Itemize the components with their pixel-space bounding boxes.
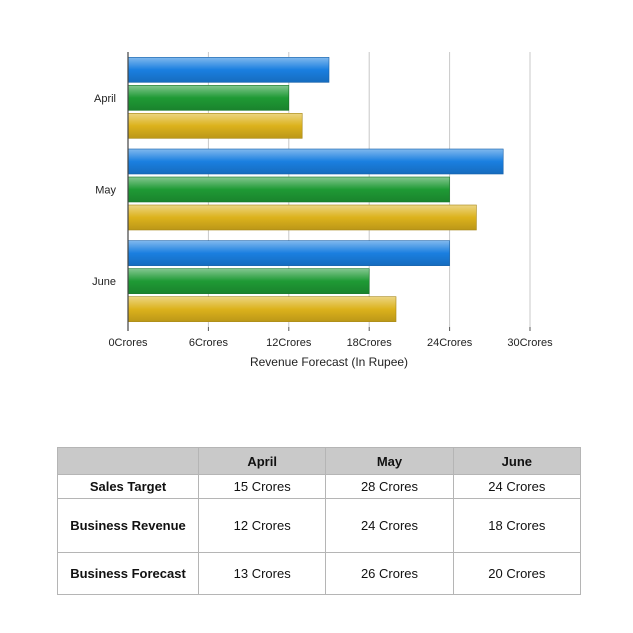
- revenue-data-table: [57, 447, 581, 595]
- x-tick-label: 12Crores: [266, 337, 312, 349]
- row-label: Sales Target: [58, 475, 199, 499]
- table-header-june: June: [453, 448, 580, 475]
- table-row-business-revenue: [58, 499, 581, 553]
- bar-april-series-2: [128, 85, 289, 110]
- x-tick-label: 0Crores: [108, 337, 148, 349]
- bar-may-series-2: [128, 177, 450, 202]
- table-header-april: April: [199, 448, 326, 475]
- bar-may-series-1: [128, 149, 503, 174]
- row-label: Business Revenue: [58, 499, 199, 553]
- bar-june-series-1: [128, 241, 450, 266]
- table-cell: 15 Crores: [199, 475, 326, 499]
- bar-june-series-3: [128, 297, 396, 322]
- table-cell: 24 Crores: [326, 499, 453, 553]
- bar-april-series-1: [128, 57, 329, 82]
- table-header-blank: [58, 448, 199, 475]
- table-header-may: May: [326, 448, 453, 475]
- y-category-label: April: [93, 92, 116, 105]
- table-cell: 26 Crores: [326, 553, 453, 595]
- bar-may-series-3: [128, 205, 476, 230]
- x-axis-title: Revenue Forecast (In Rupee): [249, 355, 409, 369]
- bar-layer: [128, 57, 503, 321]
- table-header-row: [58, 448, 581, 475]
- x-tick-label: 30Crores: [507, 337, 553, 349]
- table-row-sales-target: [58, 475, 581, 499]
- x-tick-label: 24Crores: [426, 337, 473, 349]
- table-cell: 12 Crores: [199, 499, 326, 553]
- bar-april-series-3: [128, 113, 302, 138]
- x-tick-label: 6Crores: [188, 337, 228, 349]
- table-cell: 18 Crores: [453, 499, 580, 553]
- y-category-label: May: [95, 184, 116, 197]
- row-label: Business Forecast: [58, 553, 199, 595]
- table-cell: 20 Crores: [453, 553, 580, 595]
- table-cell: 28 Crores: [326, 475, 453, 499]
- x-tick-label: 18Crores: [346, 337, 392, 349]
- table-cell: 13 Crores: [199, 553, 326, 595]
- table-cell: 24 Crores: [453, 475, 580, 499]
- bar-june-series-2: [128, 269, 369, 294]
- y-category-label: June: [92, 276, 116, 289]
- table-row-business-forecast: [58, 553, 581, 595]
